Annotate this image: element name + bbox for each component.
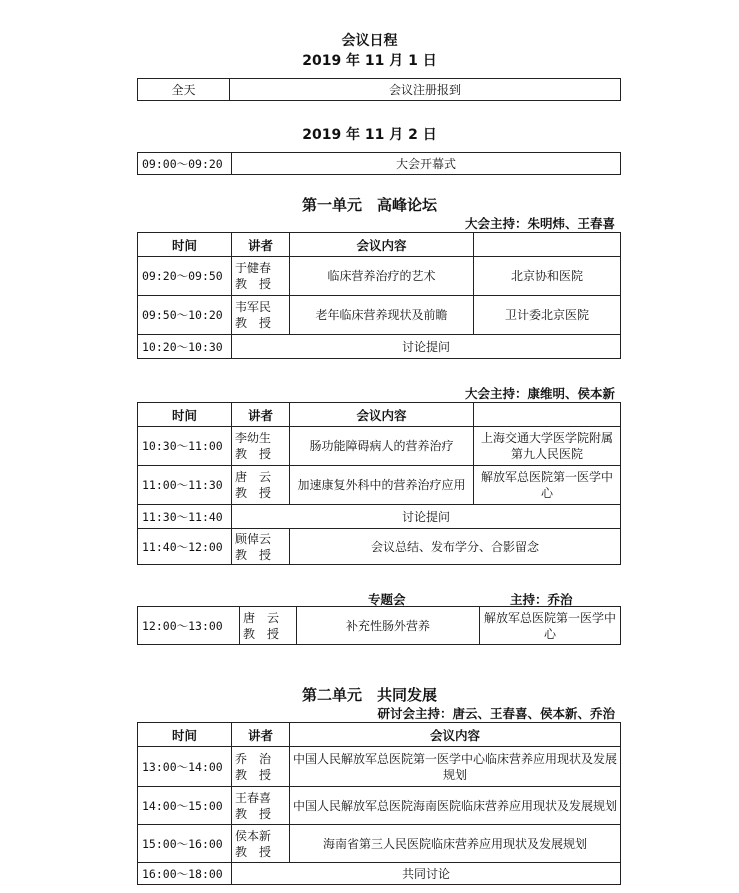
unit1-host1: 大会主持：朱明炜、王春喜 [464, 216, 615, 231]
content-cell: 临床营养治疗的艺术 [290, 257, 474, 296]
unit1-table2 [137, 402, 621, 565]
org-cell: 解放军总医院第一医学中心 [480, 607, 621, 645]
unit2-title: 第二单元 共同发展 [301, 686, 437, 704]
table-row [138, 79, 621, 101]
special-table [137, 606, 621, 645]
speaker-title: 教 授 [235, 486, 272, 500]
org-cell: 北京协和医院 [474, 257, 621, 296]
unit1-table1 [137, 232, 621, 359]
speaker-name: 侯本新 [235, 828, 272, 843]
table-row [138, 153, 621, 175]
day2-table [137, 152, 621, 175]
content-cell: 中国人民解放军总医院海南医院临床营养应用现状及发展规划 [290, 787, 621, 825]
time-cell: 10:30～11:00 [138, 427, 232, 466]
content-cell: 海南省第三人民医院临床营养应用现状及发展规划 [290, 825, 621, 863]
header-row [138, 233, 621, 257]
header-row [138, 723, 621, 747]
speaker-title: 教 授 [243, 626, 280, 641]
speaker-title: 教 授 [235, 547, 272, 562]
content-cell: 补充性肠外营养 [297, 607, 480, 645]
merged-cell: 会议总结、发布学分、合影留念 [290, 529, 621, 565]
time-cell: 11:30～11:40 [138, 505, 232, 529]
speaker-cell [232, 747, 290, 787]
content-cell: 会议注册报到 [230, 79, 621, 101]
header-speaker: 讲者 [232, 723, 290, 747]
time-cell: 全天 [138, 79, 230, 101]
header-time: 时间 [138, 403, 232, 427]
unit2-host: 研讨会主持：唐云、王春喜、侯本新、乔治 [377, 706, 615, 721]
special-host: 主持：乔治 [510, 592, 573, 607]
org-cell: 上海交通大学医学院附属第九人民医院 [474, 427, 621, 466]
day2-date: 2019 年 11 月 2 日 [302, 127, 437, 143]
content-cell: 中国人民解放军总医院第一医学中心临床营养应用现状及发展规划 [290, 747, 621, 787]
table-row [138, 787, 621, 825]
content-cell: 老年临床营养现状及前瞻 [290, 296, 474, 335]
speaker-title: 教 授 [235, 844, 272, 859]
speaker-cell [232, 825, 290, 863]
speaker-cell [240, 607, 297, 645]
table-row [138, 296, 621, 335]
table-row [138, 466, 621, 505]
speaker-name: 韦军民 [235, 300, 272, 314]
table-row [138, 505, 621, 529]
time-cell: 12:00～13:00 [138, 607, 240, 645]
speaker-cell [232, 427, 290, 466]
merged-cell: 讨论提问 [232, 505, 621, 529]
header-time: 时间 [138, 233, 232, 257]
content-cell: 大会开幕式 [232, 153, 621, 175]
speaker-title: 教 授 [235, 447, 272, 461]
merged-cell: 共同讨论 [232, 863, 621, 885]
time-cell: 09:50～10:20 [138, 296, 232, 335]
speaker-title: 教 授 [235, 316, 272, 330]
table-row [138, 607, 621, 645]
special-label: 专题会 [368, 592, 406, 607]
header-content: 会议内容 [290, 723, 621, 747]
org-cell: 卫计委北京医院 [474, 296, 621, 335]
table-row [138, 863, 621, 885]
content-cell: 加速康复外科中的营养治疗应用 [290, 466, 474, 505]
header-org [474, 403, 621, 427]
time-cell: 11:00～11:30 [138, 466, 232, 505]
merged-cell: 讨论提问 [232, 335, 621, 359]
header-content: 会议内容 [290, 403, 474, 427]
speaker-title: 教 授 [235, 277, 272, 291]
header-speaker: 讲者 [232, 403, 290, 427]
speaker-name: 唐 云 [243, 610, 280, 625]
header-row [138, 403, 621, 427]
speaker-name: 王春喜 [235, 790, 272, 805]
table-row [138, 257, 621, 296]
time-cell: 13:00～14:00 [138, 747, 232, 787]
unit1-title: 第一单元 高峰论坛 [301, 196, 437, 214]
page-title: 会议日程 [341, 33, 398, 49]
speaker-title: 教 授 [235, 767, 272, 782]
header-content: 会议内容 [290, 233, 474, 257]
time-cell: 14:00～15:00 [138, 787, 232, 825]
content-cell: 肠功能障碍病人的营养治疗 [290, 427, 474, 466]
header-org [474, 233, 621, 257]
time-cell: 10:20～10:30 [138, 335, 232, 359]
time-cell: 09:00～09:20 [138, 153, 232, 175]
speaker-name: 唐 云 [235, 470, 272, 484]
speaker-title: 教 授 [235, 806, 272, 821]
time-cell: 09:20～09:50 [138, 257, 232, 296]
table-row [138, 747, 621, 787]
time-cell: 11:40～12:00 [138, 529, 232, 565]
table-row [138, 825, 621, 863]
speaker-cell [232, 787, 290, 825]
speaker-name: 于健春 [235, 261, 272, 275]
speaker-name: 李幼生 [235, 431, 272, 445]
table-row [138, 335, 621, 359]
table-row [138, 529, 621, 565]
time-cell: 16:00～18:00 [138, 863, 232, 885]
org-cell: 解放军总医院第一医学中心 [474, 466, 621, 505]
day1-table [137, 78, 621, 101]
header-speaker: 讲者 [232, 233, 290, 257]
speaker-cell [232, 529, 290, 565]
unit1-host2: 大会主持：康维明、侯本新 [464, 386, 615, 401]
speaker-cell [232, 257, 290, 296]
speaker-cell [232, 296, 290, 335]
header-time: 时间 [138, 723, 232, 747]
speaker-name: 顾倬云 [235, 531, 272, 546]
speaker-cell [232, 466, 290, 505]
speaker-name: 乔 治 [235, 751, 272, 766]
day1-date: 2019 年 11 月 1 日 [302, 53, 437, 69]
unit2-table [137, 722, 621, 885]
table-row [138, 427, 621, 466]
time-cell: 15:00～16:00 [138, 825, 232, 863]
